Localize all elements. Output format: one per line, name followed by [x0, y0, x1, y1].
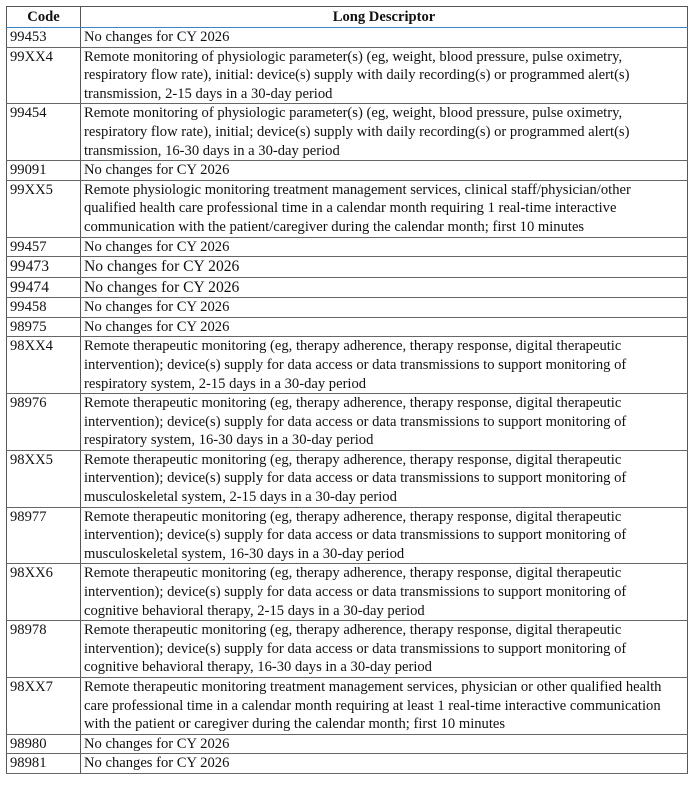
code-cell: 98975: [7, 317, 81, 337]
descriptor-cell: No changes for CY 2026: [81, 257, 688, 278]
descriptor-cell: Remote therapeutic monitoring (eg, therapy adherence, therapy response, digital therapeutic intervention); device(s) supply for data access or data transmissions to support monitoring of musculoskeletal system, 2-15 days in a 30-day period: [81, 450, 688, 507]
code-cell: 99474: [7, 277, 81, 298]
table-row: [7, 337, 688, 394]
descriptor-cell: No changes for CY 2026: [81, 28, 688, 48]
code-cell: 98XX7: [7, 678, 81, 735]
descriptor-cell: No changes for CY 2026: [81, 734, 688, 754]
descriptor-cell: No changes for CY 2026: [81, 237, 688, 257]
table-row: [7, 394, 688, 451]
table-row: [7, 104, 688, 161]
descriptor-cell: Remote therapeutic monitoring (eg, therapy adherence, therapy response, digital therapeutic intervention); device(s) supply for data access or data transmissions to support monitoring of respiratory system, 16-30 days in a 30-day period: [81, 394, 688, 451]
table-row: [7, 621, 688, 678]
table-row: [7, 678, 688, 735]
table-row: [7, 754, 688, 774]
table-row: [7, 564, 688, 621]
descriptor-cell: Remote therapeutic monitoring treatment management services, physician or other qualified health care professional time in a calendar month requiring at least 1 real-time interactive communication with the patient or caregiver during the calendar month; first 10 minutes: [81, 678, 688, 735]
code-cell: 98980: [7, 734, 81, 754]
descriptor-cell: No changes for CY 2026: [81, 277, 688, 298]
descriptor-cell: Remote monitoring of physiologic parameter(s) (eg, weight, blood pressure, pulse oximetry, respiratory flow rate), initial: device(s) supply with daily recording(s) or programmed alert(s) transmission, 2-15 days in a 30-day period: [81, 47, 688, 104]
descriptor-cell: No changes for CY 2026: [81, 317, 688, 337]
cpt-code-table: [6, 6, 688, 774]
code-cell: 99473: [7, 257, 81, 278]
table-row: [7, 298, 688, 318]
code-cell: 98XX5: [7, 450, 81, 507]
table-row: [7, 450, 688, 507]
table-row: [7, 28, 688, 48]
header-long-descriptor: Long Descriptor: [81, 7, 688, 28]
code-cell: 99091: [7, 161, 81, 181]
code-cell: 98976: [7, 394, 81, 451]
code-cell: 99XX4: [7, 47, 81, 104]
code-cell: 99458: [7, 298, 81, 318]
code-cell: 98981: [7, 754, 81, 774]
descriptor-cell: No changes for CY 2026: [81, 161, 688, 181]
descriptor-cell: No changes for CY 2026: [81, 298, 688, 318]
table-row: [7, 257, 688, 278]
header-row: [7, 7, 688, 28]
code-cell: 98XX6: [7, 564, 81, 621]
descriptor-cell: Remote therapeutic monitoring (eg, therapy adherence, therapy response, digital therapeutic intervention); device(s) supply for data access or data transmissions to support monitoring of cognitive behavioral therapy, 16-30 days in a 30-day period: [81, 621, 688, 678]
table-row: [7, 237, 688, 257]
table-row: [7, 47, 688, 104]
descriptor-cell: Remote therapeutic monitoring (eg, therapy adherence, therapy response, digital therapeutic intervention); device(s) supply for data access or data transmissions to support monitoring of respiratory system, 2-15 days in a 30-day period: [81, 337, 688, 394]
table-row: [7, 277, 688, 298]
descriptor-cell: Remote therapeutic monitoring (eg, therapy adherence, therapy response, digital therapeutic intervention); device(s) supply for data access or data transmissions to support monitoring of cognitive behavioral therapy, 2-15 days in a 30-day period: [81, 564, 688, 621]
code-cell: 99453: [7, 28, 81, 48]
table-row: [7, 507, 688, 564]
code-cell: 99XX5: [7, 180, 81, 237]
descriptor-cell: Remote therapeutic monitoring (eg, therapy adherence, therapy response, digital therapeutic intervention); device(s) supply for data access or data transmissions to support monitoring of musculoskeletal system, 16-30 days in a 30-day period: [81, 507, 688, 564]
code-cell: 99454: [7, 104, 81, 161]
table-row: [7, 317, 688, 337]
code-cell: 98978: [7, 621, 81, 678]
descriptor-cell: Remote physiologic monitoring treatment management services, clinical staff/physician/other qualified health care professional time in a calendar month requiring 1 real-time interactive communication with the patient/caregiver during the calendar month; first 10 minutes: [81, 180, 688, 237]
table-row: [7, 734, 688, 754]
descriptor-cell: No changes for CY 2026: [81, 754, 688, 774]
code-cell: 98977: [7, 507, 81, 564]
code-cell: 99457: [7, 237, 81, 257]
table-row: [7, 180, 688, 237]
header-code: Code: [7, 7, 81, 28]
code-cell: 98XX4: [7, 337, 81, 394]
descriptor-cell: Remote monitoring of physiologic parameter(s) (eg, weight, blood pressure, pulse oximetry, respiratory flow rate), initial; device(s) supply with daily recording(s) or programmed alert(s) transmission, 16-30 days in a 30-day period: [81, 104, 688, 161]
table-row: [7, 161, 688, 181]
